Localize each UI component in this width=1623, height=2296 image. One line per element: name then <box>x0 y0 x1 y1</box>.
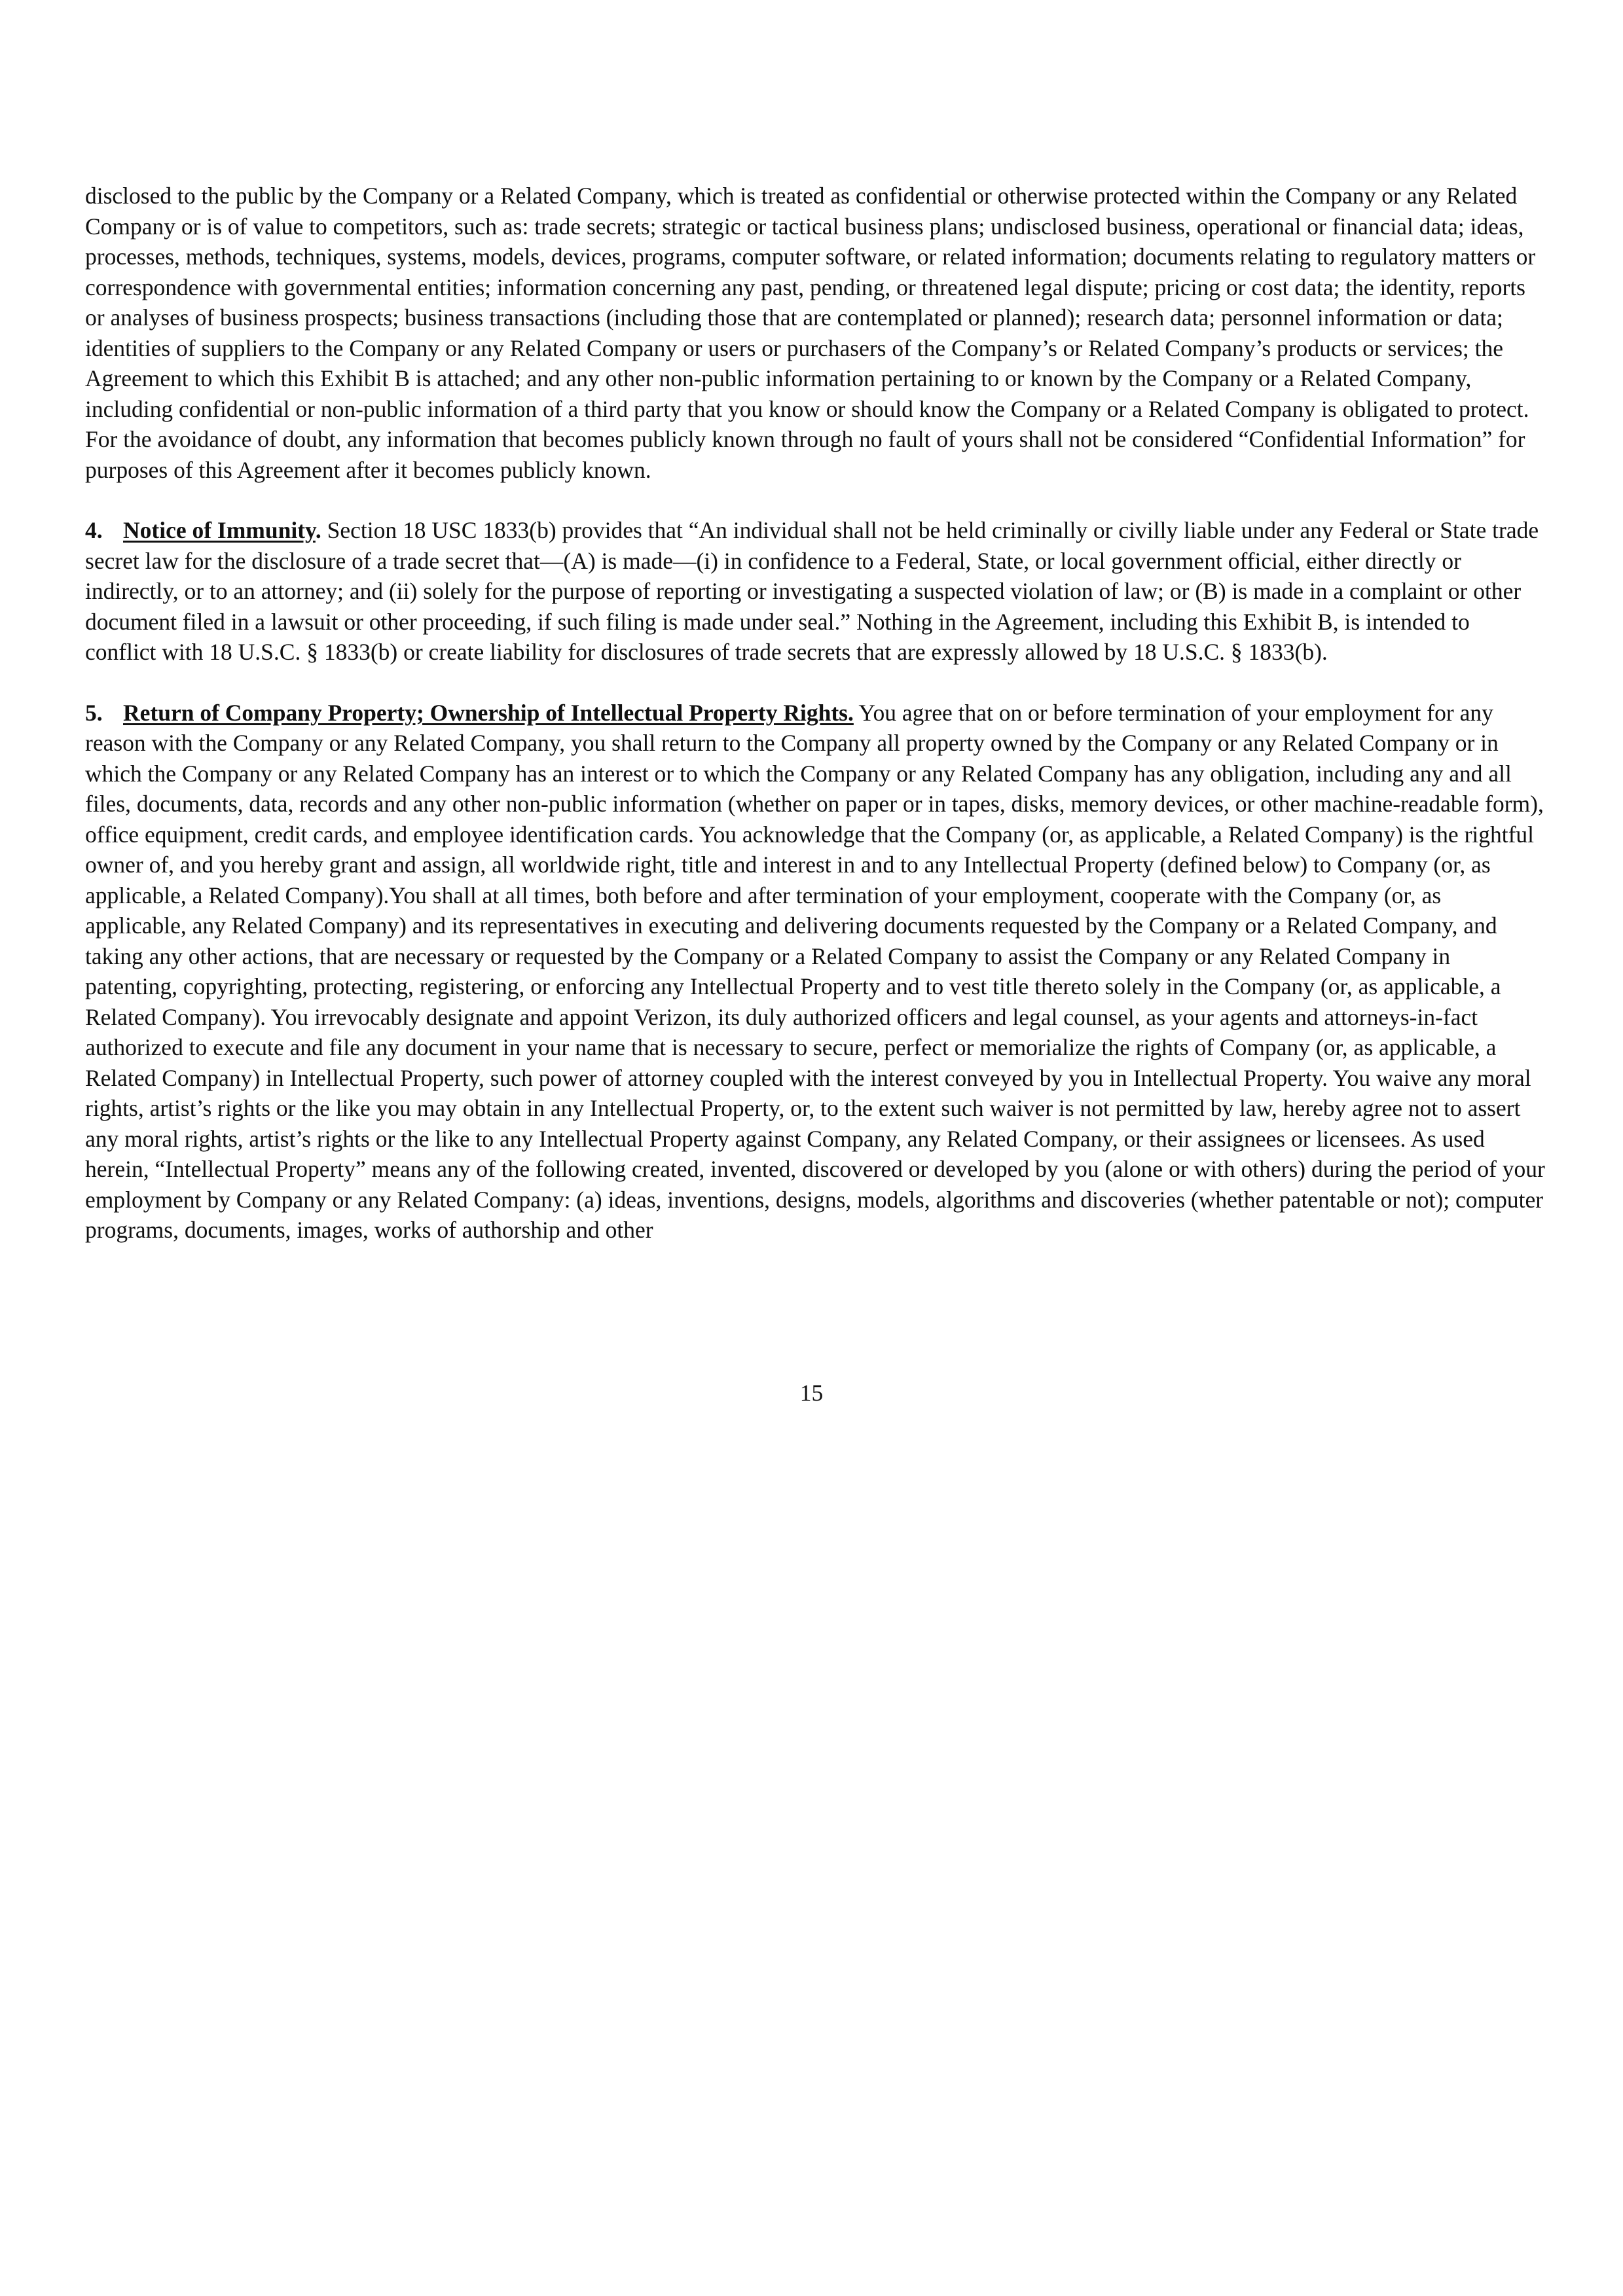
page-number: 15 <box>799 1380 824 1406</box>
paragraph-spacer <box>85 485 1546 515</box>
section-5-body: You agree that on or before termination of your employment for any reason with the Company or any Related Company, you shall return to the Company all property owned by the Company or any Related Company or in which the Company or any Related Company has an interest or to which the Company or any Related Company has any obligation, including any and all files, documents, data, records and any other non-public information (whether on paper or in tapes, disks, memory devices, or other machine-readable form), office equipment, credit cards, and employee identification cards. You acknowledge that the Company (or, as applicable, a Related Company) is the rightful owner of, and you hereby grant and assign, all worldwide right, title and interest in and to any Intellectual Property (defined below) to Company (or, as applicable, a Related Company).You shall at all times, both before and after termination of your employment, cooperate with the Company (or, as applicable, any Related Company) and its representatives in executing and delivering documents requested by the Company or a Related Company, and taking any other actions, that are necessary or requested by the Company or a Related Company to assist the Company or any Related Company in patenting, copyrighting, protecting, registering, or enforcing any Intellectual Property and to vest title thereto solely in the Company (or, as applicable, a Related Company). You irrevocably designate and appoint Verizon, its duly authorized officers and legal counsel, as your agents and attorneys-in-fact authorized to execute and file any document in your name that is necessary to secure, perfect or memorialize the rights of Company (or, as applicable, a Related Company) in Intellectual Property, such power of attorney coupled with the interest conveyed by you in Intellectual Property. You waive any moral rights, artist’s rights or the like you may obtain in any Intellectual Property, or, to the extent such waiver is not permitted by law, hereby agree not to assert any moral rights, artist’s rights or the like to any Intellectual Property against Company, any Related Company, or their assignees or licensees. As used herein, “Intellectual Property” means any of the following created, invented, discovered or developed by you (alone or with others) during the period of your employment by Company or any Related Company: (a) ideas, inventions, designs, models, algorithms and discoveries (whether patentable or not); computer programs, documents, images, works of authorship and other <box>85 699 1545 1243</box>
confidential-information-paragraph <box>85 181 1546 485</box>
section-5-paragraph <box>85 698 1546 1246</box>
section-5-heading: Return of Company Property; Ownership of Intellectual Property Rights. <box>123 699 854 726</box>
paragraph-spacer <box>85 668 1546 698</box>
section-4-body: Section 18 USC 1833(b) provides that “An individual shall not be held criminally or civilly liable under any Federal or State trade secret law for the disclosure of a trade secret that—(A) is made—(i) in confidence to a Federal, State, or local government official, either directly or indirectly, or to an attorney; and (ii) solely for the purpose of reporting or investigating a suspected violation of law; or (B) is made in a complaint or other document filed in a lawsuit or other proceeding, if such filing is made under seal.” Nothing in the Agreement, including this Exhibit B, is intended to conflict with 18 U.S.C. § 1833(b) or create liability for disclosures of trade secrets that are expressly allowed by 18 U.S.C. § 1833(b). <box>85 517 1539 665</box>
section-4-paragraph <box>85 515 1546 668</box>
confidential-information-text: disclosed to the public by the Company or a Related Company, which is treated as confidential or otherwise protected within the Company or any Related Company or is of value to competitors, such as: trade secrets; strategic or tactical business plans; undisclosed business, operational or financial data; ideas, processes, methods, techniques, systems, models, devices, programs, computer software, or related information; documents relating to regulatory matters or correspondence with governmental entities; information concerning any past, pending, or threatened legal dispute; pricing or cost data; the identity, reports or analyses of business prospects; business transactions (including those that are contemplated or planned); research data; personnel information or data; identities of suppliers to the Company or any Related Company or users or purchasers of the Company’s or Related Company’s products or services; the Agreement to which this Exhibit B is attached; and any other non-public information pertaining to or known by the Company or a Related Company, including confidential or non-public information of a third party that you know or should know the Company or a Related Company is obligated to protect. <box>85 183 1536 422</box>
section-5-number: 5. <box>85 699 103 726</box>
section-4-heading: Notice of Immunity <box>123 517 316 543</box>
section-4-heading-period: . <box>315 517 321 543</box>
avoidance-of-doubt-text: For the avoidance of doubt, any information that becomes publicly known through no fault of yours shall not be considered “Confidential Information” for purposes of this Agreement after it becomes publicly known. <box>85 426 1525 483</box>
section-4-number: 4. <box>85 517 103 543</box>
document-page <box>85 181 1546 1246</box>
